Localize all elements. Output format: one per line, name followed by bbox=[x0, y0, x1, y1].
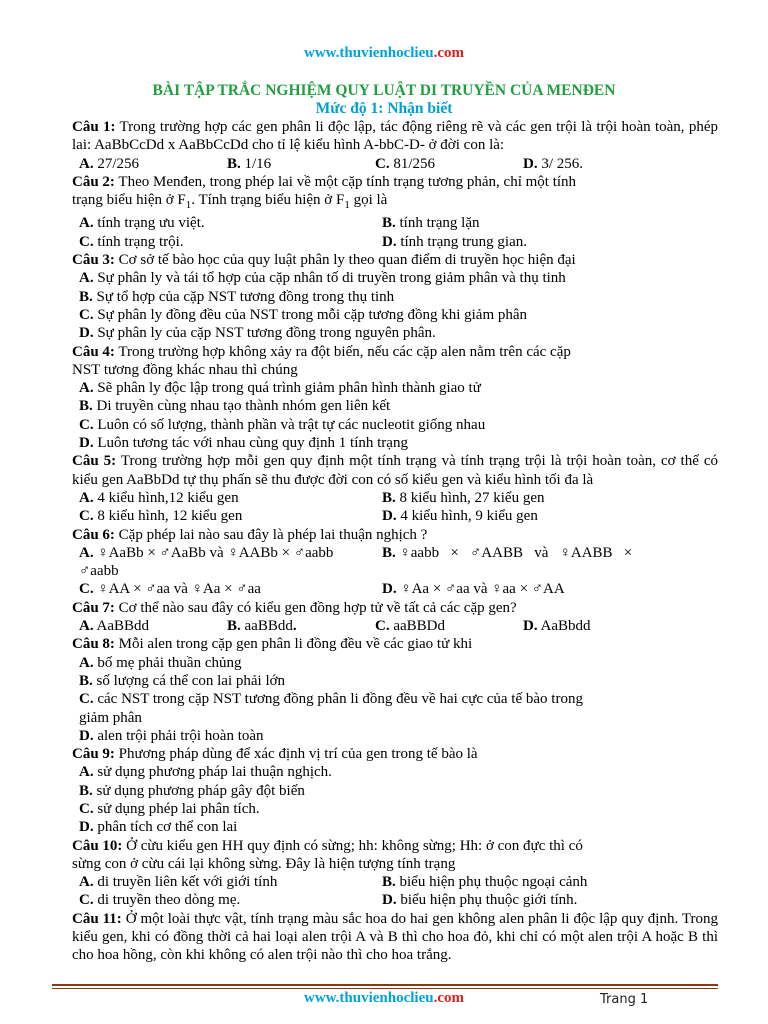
question-7: Câu 7: Cơ thể nào sau đây có kiểu gen đồng hợp tử về tất cả các cặp gen? bbox=[72, 599, 517, 616]
option-d: D. alen trội phải trội hoàn toàn bbox=[79, 727, 264, 744]
question-10-line-2: sừng con ở cừu cái lại không sừng. Đây là hiện tượng tính trạng bbox=[72, 855, 456, 872]
options-row bbox=[72, 489, 718, 507]
options-row bbox=[72, 617, 718, 635]
question-2-line-2: trạng biểu hiện ở $F_1$. Tính trạng biểu hiện ở $F_1$ gọi là bbox=[72, 192, 388, 212]
question-number: Câu 2: bbox=[72, 173, 115, 190]
question-8: Câu 8: Mỗi alen trong cặp gen phân li đồng đều về các giao tử khi bbox=[72, 636, 473, 653]
option-b: B. aaBBdd. bbox=[227, 618, 297, 635]
option-d: D. Sự phân ly của cặp NST tương đồng trong nguyên phân. bbox=[79, 325, 436, 342]
site-name: www.thuvienhoclieu bbox=[303, 990, 434, 1006]
option-d: D. 4 kiểu hình, 9 kiểu gen bbox=[382, 508, 538, 525]
header-site-link[interactable] bbox=[0, 45, 768, 62]
option-c-line-2: giảm phân bbox=[79, 709, 142, 726]
question-number: Câu 4: bbox=[72, 343, 115, 360]
options-row bbox=[72, 507, 718, 525]
option-c: C. Sự phân ly đồng đều của NST trong mỗi cặp tương đồng khi giảm phân bbox=[79, 306, 528, 323]
question-number: Câu 7: bbox=[72, 599, 115, 616]
options-row bbox=[72, 580, 718, 598]
question-5: Câu 5: Trong trường hợp mỗi gen quy định một tính trạng và tính trạng trội là trội hoàn toàn, cơ thể có kiểu gen AaBbDd tự thụ phấn sẽ thu được đời con có số kiểu gen và kiểu hình tối đa là bbox=[72, 453, 719, 488]
page-title: BÀI TẬP TRẮC NGHIỆM QUY LUẬT DI TRUYỀN CỦA MENĐEN bbox=[152, 82, 616, 99]
option-a: A. AaBBdd bbox=[79, 618, 150, 635]
footer-divider-thin bbox=[52, 988, 718, 989]
question-number: Câu 9: bbox=[72, 746, 115, 763]
question-text: Trong trường hợp các gen phân li độc lập, tác động riêng rẽ và các gen trội là trội hoàn toàn, phép lai: AaBbCcDd x AaBbCcDd cho tỉ lệ kiểu hình A-bbC-D- ở đời con là: bbox=[72, 119, 718, 154]
question-4: Câu 4: Trong trường hợp không xảy ra đột biến, nếu các cặp alen nằm trên các cặp bbox=[72, 343, 571, 360]
option-b-line-2: ♂aabb bbox=[79, 563, 119, 580]
options-row bbox=[72, 155, 718, 173]
question-number: Câu 5: bbox=[72, 453, 117, 470]
option-c: C. 8 kiểu hình, 12 kiểu gen bbox=[79, 508, 243, 525]
option-d: D. 3/ 256. bbox=[523, 155, 584, 172]
option-b: B. Di truyền cùng nhau tạo thành nhóm gen liên kết bbox=[79, 398, 391, 415]
question-9: Câu 9: Phương pháp dùng để xác định vị trí của gen trong tế bào là bbox=[72, 746, 478, 763]
option-d: D. ♀Aa × ♂aa và ♀aa × ♂AA bbox=[382, 581, 565, 598]
question-number: Câu 10: bbox=[72, 837, 123, 854]
options-row bbox=[72, 233, 718, 251]
option-d: D. Luôn tương tác với nhau cùng quy định 1 tính trạng bbox=[79, 435, 408, 452]
option-b: B. số lượng cá thể con lai phải lớn bbox=[79, 672, 286, 689]
question-number: Câu 6: bbox=[72, 526, 115, 543]
option-b: B. 1/16 bbox=[227, 155, 272, 172]
question-11: Câu 11: Ở một loài thực vật, tính trạng màu sắc hoa do hai gen không alen phân li độc lập quy định. Trong kiểu gen, khi có đồng thời cả hai loại alen trội A và B thì cho hoa đỏ, khi chỉ có một alen trội A hoặc B thì cho hoa hồng, còn khi không có alen trội nào thì cho hoa trắng. bbox=[72, 910, 719, 964]
option-d: D. tính trạng trung gian. bbox=[382, 233, 527, 250]
option-c: C. aaBBDd bbox=[375, 618, 446, 635]
option-a: A. Sẽ phân ly độc lập trong quá trình giảm phân hình thành giao tử bbox=[79, 380, 481, 397]
footer-divider bbox=[52, 984, 718, 986]
options-row bbox=[72, 873, 718, 891]
option-b: B. biểu hiện phụ thuộc ngoại cảnh bbox=[382, 874, 588, 891]
question-10: Câu 10: Ở cừu kiểu gen HH quy định có sừng; hh: không sừng; Hh: ở con đực thì có bbox=[72, 837, 583, 854]
question-number: Câu 1: bbox=[72, 119, 116, 135]
question-list bbox=[72, 118, 718, 965]
question-2: Câu 2: Theo Menđen, trong phép lai về một cặp tính trạng tương phản, chỉ một tính bbox=[72, 173, 577, 190]
question-6: Câu 6: Cặp phép lai nào sau đây là phép lai thuận nghịch ? bbox=[72, 526, 428, 543]
option-d: D. phân tích cơ thể con lai bbox=[79, 819, 238, 836]
option-a: A. 27/256 bbox=[79, 155, 140, 172]
question-3: Câu 3: Cơ sở tế bào học của quy luật phân ly theo quan điểm di truyền học hiện đại bbox=[72, 252, 576, 269]
question-4-line-2: NST tương đồng khác nhau thì chúng bbox=[72, 361, 298, 378]
option-d: D. AaBbdd bbox=[523, 618, 591, 635]
option-a: A. 4 kiểu hình,12 kiểu gen bbox=[79, 489, 239, 506]
option-c: C. Luôn có số lượng, thành phần và trật tự các nucleotit giống nhau bbox=[79, 416, 486, 433]
option-c: C. các NST trong cặp NST tương đồng phân li đồng đều về hai cực của tế bào trong bbox=[79, 691, 583, 708]
options-row bbox=[72, 891, 718, 909]
option-a: A. di truyền liên kết với giới tính bbox=[79, 874, 278, 891]
site-domain: .com bbox=[433, 990, 464, 1006]
option-b: B. Sự tổ hợp của cặp NST tương đồng trong thụ tinh bbox=[79, 288, 395, 305]
page-number: Trang 1 bbox=[600, 992, 649, 1007]
options-row bbox=[72, 544, 718, 562]
option-c: C. ♀AA × ♂aa và ♀Aa × ♂aa bbox=[79, 581, 261, 598]
option-c: C. tính trạng trội. bbox=[79, 233, 184, 250]
question-number: Câu 8: bbox=[72, 636, 115, 653]
question-number: Câu 11: bbox=[72, 910, 122, 927]
options-row bbox=[72, 214, 718, 232]
option-b: B. 8 kiểu hình, 27 kiểu gen bbox=[382, 489, 545, 506]
option-a: A. ♀AaBb × ♂AaBb và ♀AABb × ♂aabb bbox=[79, 544, 334, 561]
page-subtitle: Mức độ 1: Nhận biết bbox=[315, 100, 453, 117]
option-c: C. sử dụng phép lai phân tích. bbox=[79, 800, 260, 817]
question-1 bbox=[72, 118, 718, 155]
option-a: A. tính trạng ưu việt. bbox=[79, 215, 205, 232]
option-a: A. bố mẹ phải thuần chủng bbox=[79, 654, 242, 671]
option-d: D. biểu hiện phụ thuộc giới tính. bbox=[382, 892, 578, 909]
option-b: B. tính trạng lặn bbox=[382, 215, 480, 232]
option-c: C. di truyền theo dòng mẹ. bbox=[79, 892, 241, 909]
option-a: A. sử dụng phương pháp lai thuận nghịch. bbox=[79, 764, 332, 781]
site-domain: .com bbox=[433, 45, 464, 61]
option-b: B. sử dụng phương pháp gây đột biến bbox=[79, 782, 305, 799]
option-b: B. ♀aabb × ♂AABB và ♀AABB × bbox=[382, 544, 633, 561]
site-name: www.thuvienhoclieu bbox=[303, 45, 434, 61]
footer-site-link[interactable] bbox=[0, 990, 768, 1007]
option-a: A. Sự phân ly và tái tổ hợp của cặp nhân tố di truyền trong giảm phân và thụ tinh bbox=[79, 270, 566, 287]
question-number: Câu 3: bbox=[72, 252, 115, 269]
option-c: C. 81/256 bbox=[375, 155, 436, 172]
